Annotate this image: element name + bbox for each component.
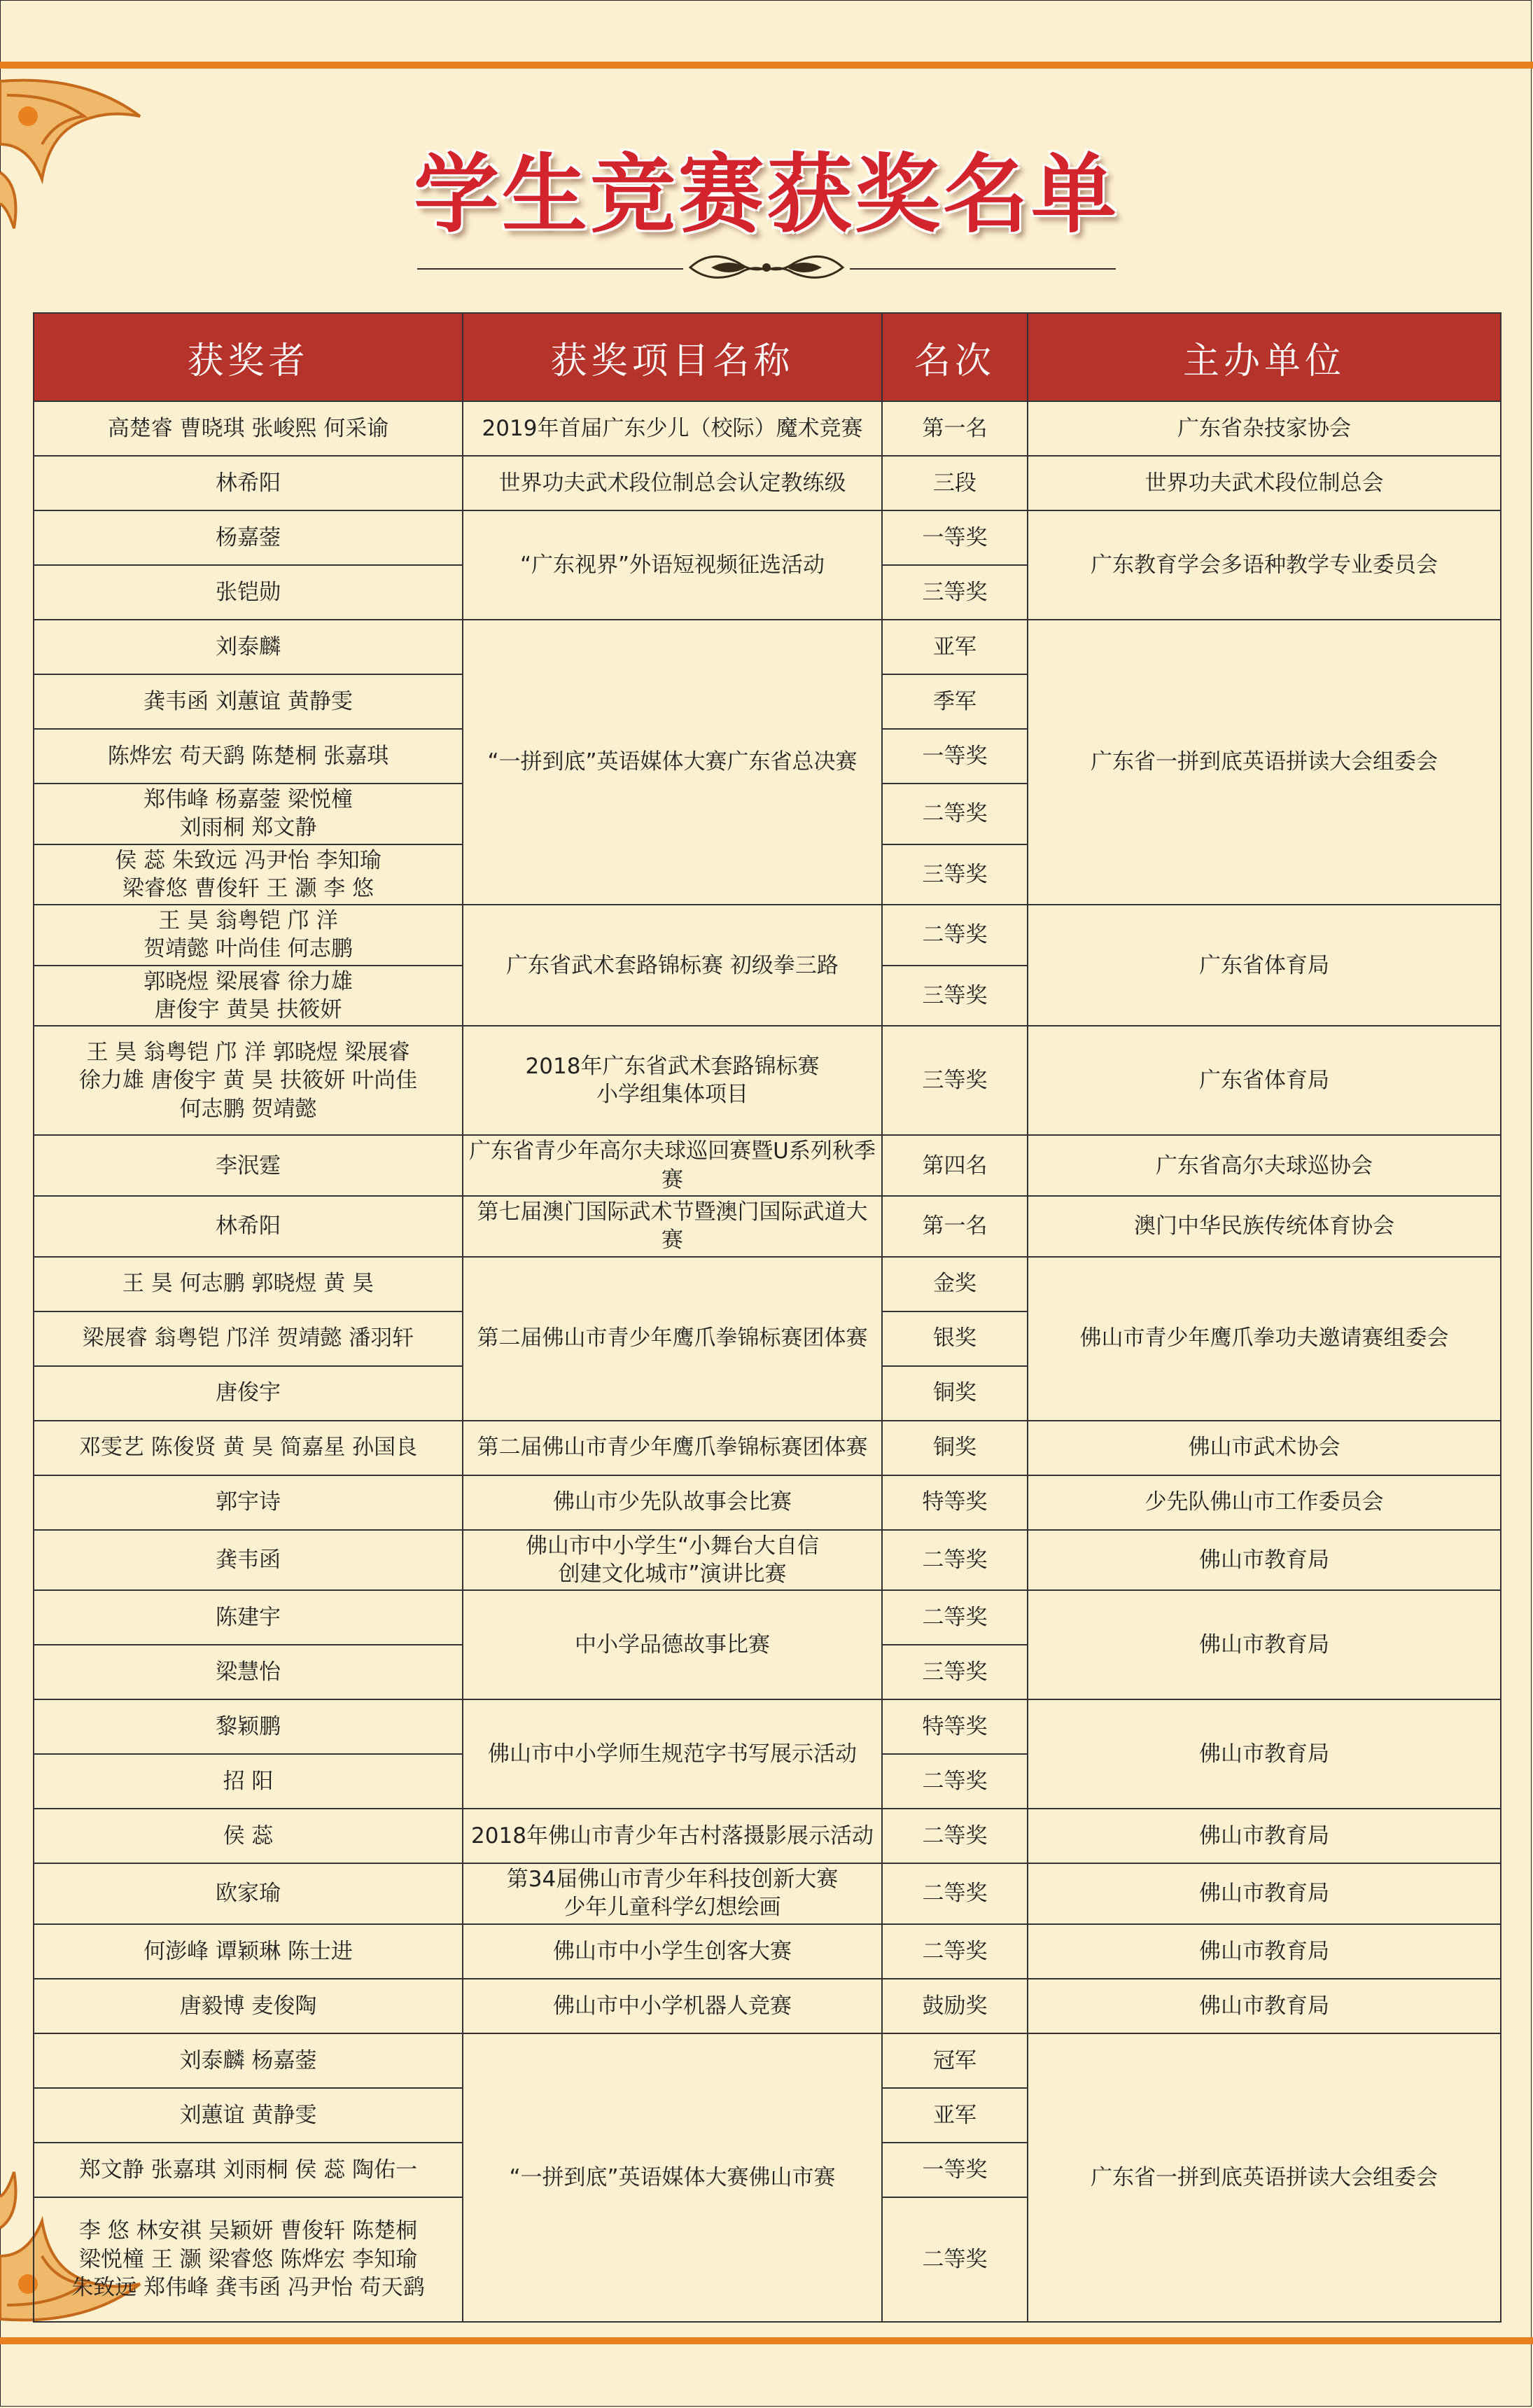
rank-cell: 三段 bbox=[882, 456, 1028, 510]
rank-cell: 金奖 bbox=[882, 1257, 1028, 1311]
organizer-cell: 广东省高尔夫球巡协会 bbox=[1028, 1135, 1501, 1196]
winners-cell: 郑文静 张嘉琪 刘雨桐 侯 蕊 陶佑一 bbox=[34, 2143, 463, 2197]
rank-cell: 二等奖 bbox=[882, 1809, 1028, 1863]
winners-cell: 侯 蕊 bbox=[34, 1809, 463, 1863]
table-row bbox=[34, 1979, 1501, 2033]
rank-cell: 亚军 bbox=[882, 620, 1028, 674]
organizer-cell: 佛山市教育局 bbox=[1028, 1924, 1501, 1979]
rank-cell: 鼓励奖 bbox=[882, 1979, 1028, 2033]
project-cell: 广东省青少年高尔夫球巡回赛暨U系列秋季赛 bbox=[463, 1135, 882, 1196]
table-row bbox=[34, 1135, 1501, 1196]
project-cell: “一拼到底”英语媒体大赛广东省总决赛 bbox=[463, 620, 882, 905]
organizer-cell: 佛山市教育局 bbox=[1028, 1863, 1501, 1924]
project-cell: “广东视界”外语短视频征选活动 bbox=[463, 510, 882, 620]
rank-cell: 三等奖 bbox=[882, 844, 1028, 905]
table-row bbox=[34, 2033, 1501, 2088]
winners-cell: 龚韦函 bbox=[34, 1530, 463, 1591]
winners-cell: 黎颖鹏 bbox=[34, 1699, 463, 1754]
rank-cell: 二等奖 bbox=[882, 1863, 1028, 1924]
bottom-decorative-bar bbox=[0, 2337, 1533, 2344]
table-row bbox=[34, 1530, 1501, 1591]
rank-cell: 季军 bbox=[882, 674, 1028, 729]
rank-cell: 三等奖 bbox=[882, 1645, 1028, 1699]
table-row bbox=[34, 1196, 1501, 1257]
organizer-cell: 佛山市武术协会 bbox=[1028, 1421, 1501, 1475]
project-cell: 2019年首届广东少儿（校际）魔术竞赛 bbox=[463, 401, 882, 456]
winners-cell: 梁展睿 翁粤铠 邝洋 贺靖懿 潘羽轩 bbox=[34, 1311, 463, 1366]
project-cell: 第七届澳门国际武术节暨澳门国际武道大赛 bbox=[463, 1196, 882, 1257]
rank-cell: 特等奖 bbox=[882, 1699, 1028, 1754]
organizer-cell: 佛山市教育局 bbox=[1028, 1590, 1501, 1699]
table-row bbox=[34, 1475, 1501, 1530]
rank-cell: 第一名 bbox=[882, 1196, 1028, 1257]
rank-cell: 一等奖 bbox=[882, 2143, 1028, 2197]
organizer-cell: 澳门中华民族传统体育协会 bbox=[1028, 1196, 1501, 1257]
project-cell: 2018年佛山市青少年古村落摄影展示活动 bbox=[463, 1809, 882, 1863]
table-row bbox=[34, 1699, 1501, 1754]
organizer-cell: 广东省一拼到底英语拼读大会组委会 bbox=[1028, 2033, 1501, 2322]
project-cell: 世界功夫武术段位制总会认定教练级 bbox=[463, 456, 882, 510]
project-cell: 佛山市少先队故事会比赛 bbox=[463, 1475, 882, 1530]
page-title: 学生竞赛获奖名单 bbox=[414, 145, 1119, 244]
rank-cell: 一等奖 bbox=[882, 510, 1028, 565]
header-winners: 获奖者 bbox=[34, 313, 463, 401]
rank-cell: 三等奖 bbox=[882, 966, 1028, 1026]
winners-cell: 高楚睿 曹晓琪 张峻熙 何采谕 bbox=[34, 401, 463, 456]
project-cell: 佛山市中小学师生规范字书写展示活动 bbox=[463, 1699, 882, 1809]
rank-cell: 二等奖 bbox=[882, 1530, 1028, 1591]
header-rank: 名次 bbox=[882, 313, 1028, 401]
awards-table bbox=[33, 312, 1502, 2323]
table-row bbox=[34, 620, 1501, 674]
winners-cell: 刘蕙谊 黄静雯 bbox=[34, 2088, 463, 2143]
winners-cell: 张铠勋 bbox=[34, 565, 463, 620]
project-cell: 第二届佛山市青少年鹰爪拳锦标赛团体赛 bbox=[463, 1421, 882, 1475]
organizer-cell: 佛山市教育局 bbox=[1028, 1979, 1501, 2033]
winners-cell: 林希阳 bbox=[34, 456, 463, 510]
winners-cell: 陈建宇 bbox=[34, 1590, 463, 1645]
winners-cell: 郭宇诗 bbox=[34, 1475, 463, 1530]
table-row bbox=[34, 1809, 1501, 1863]
table-row bbox=[34, 510, 1501, 565]
table-row bbox=[34, 456, 1501, 510]
winners-cell: 何澎峰 谭颖琳 陈士进 bbox=[34, 1924, 463, 1979]
winners-cell: 王 昊 翁粤铠 邝 洋 郭晓煜 梁展睿 徐力雄 唐俊宇 黄 昊 扶筱妍 叶尚佳 何志鹏 贺靖懿 bbox=[34, 1026, 463, 1135]
rank-cell: 三等奖 bbox=[882, 1026, 1028, 1135]
organizer-cell: 佛山市教育局 bbox=[1028, 1809, 1501, 1863]
project-cell: 佛山市中小学机器人竞赛 bbox=[463, 1979, 882, 2033]
rank-cell: 亚军 bbox=[882, 2088, 1028, 2143]
project-cell: 广东省武术套路锦标赛 初级拳三路 bbox=[463, 905, 882, 1026]
header-organizer: 主办单位 bbox=[1028, 313, 1501, 401]
winners-cell: 邓雯艺 陈俊贤 黄 昊 简嘉星 孙国良 bbox=[34, 1421, 463, 1475]
winners-cell: 唐毅博 麦俊陶 bbox=[34, 1979, 463, 2033]
winners-cell: 郭晓煜 梁展睿 徐力雄 唐俊宇 黄昊 扶筱妍 bbox=[34, 966, 463, 1026]
winners-cell: 杨嘉蓥 bbox=[34, 510, 463, 565]
rank-cell: 二等奖 bbox=[882, 2197, 1028, 2322]
organizer-cell: 世界功夫武术段位制总会 bbox=[1028, 456, 1501, 510]
rank-cell: 第四名 bbox=[882, 1135, 1028, 1196]
table-row bbox=[34, 1924, 1501, 1979]
winners-cell: 郑伟峰 杨嘉蓥 梁悦橦 刘雨桐 郑文静 bbox=[34, 784, 463, 844]
winners-cell: 招 阳 bbox=[34, 1754, 463, 1809]
winners-cell: 梁慧怡 bbox=[34, 1645, 463, 1699]
rank-cell: 二等奖 bbox=[882, 1754, 1028, 1809]
organizer-cell: 广东省杂技家协会 bbox=[1028, 401, 1501, 456]
top-decorative-bar bbox=[0, 62, 1533, 69]
winners-cell: 龚韦函 刘蕙谊 黄静雯 bbox=[34, 674, 463, 729]
winners-cell: 刘泰麟 杨嘉蓥 bbox=[34, 2033, 463, 2088]
project-cell: 佛山市中小学生“小舞台大自信 创建文化城市”演讲比赛 bbox=[463, 1530, 882, 1591]
organizer-cell: 佛山市教育局 bbox=[1028, 1699, 1501, 1809]
header-project: 获奖项目名称 bbox=[463, 313, 882, 401]
table-row bbox=[34, 1863, 1501, 1924]
table-row bbox=[34, 905, 1501, 966]
project-cell: “一拼到底”英语媒体大赛佛山市赛 bbox=[463, 2033, 882, 2322]
rank-cell: 三等奖 bbox=[882, 565, 1028, 620]
rank-cell: 特等奖 bbox=[882, 1475, 1028, 1530]
table-row bbox=[34, 401, 1501, 456]
winners-cell: 王 昊 翁粤铠 邝 洋 贺靖懿 叶尚佳 何志鹏 bbox=[34, 905, 463, 966]
winners-cell: 刘泰麟 bbox=[34, 620, 463, 674]
table-row bbox=[34, 1590, 1501, 1645]
winners-cell: 王 昊 何志鹏 郭晓煜 黄 昊 bbox=[34, 1257, 463, 1311]
project-cell: 第二届佛山市青少年鹰爪拳锦标赛团体赛 bbox=[463, 1257, 882, 1421]
rank-cell: 二等奖 bbox=[882, 1590, 1028, 1645]
rank-cell: 二等奖 bbox=[882, 784, 1028, 844]
table-row bbox=[34, 1257, 1501, 1311]
organizer-cell: 广东省一拼到底英语拼读大会组委会 bbox=[1028, 620, 1501, 905]
rank-cell: 银奖 bbox=[882, 1311, 1028, 1366]
winners-cell: 李 悠 林安祺 吴颖妍 曹俊轩 陈楚桐 梁悦橦 王 灏 梁睿悠 陈烨宏 李知瑜 朱致远 郑伟峰 龚韦函 冯尹怡 苟天鹞 bbox=[34, 2197, 463, 2322]
title-divider-ornament-icon bbox=[417, 242, 1116, 291]
project-cell: 佛山市中小学生创客大赛 bbox=[463, 1924, 882, 1979]
winners-cell: 唐俊宇 bbox=[34, 1366, 463, 1421]
rank-cell: 二等奖 bbox=[882, 1924, 1028, 1979]
organizer-cell: 广东省体育局 bbox=[1028, 905, 1501, 1026]
organizer-cell: 广东省体育局 bbox=[1028, 1026, 1501, 1135]
project-cell: 2018年广东省武术套路锦标赛 小学组集体项目 bbox=[463, 1026, 882, 1135]
rank-cell: 第一名 bbox=[882, 401, 1028, 456]
organizer-cell: 佛山市教育局 bbox=[1028, 1530, 1501, 1591]
organizer-cell: 佛山市青少年鹰爪拳功夫邀请赛组委会 bbox=[1028, 1257, 1501, 1421]
rank-cell: 铜奖 bbox=[882, 1366, 1028, 1421]
table-row bbox=[34, 1421, 1501, 1475]
project-cell: 中小学品德故事比赛 bbox=[463, 1590, 882, 1699]
rank-cell: 二等奖 bbox=[882, 905, 1028, 966]
organizer-cell: 广东教育学会多语种教学专业委员会 bbox=[1028, 510, 1501, 620]
winners-cell: 陈烨宏 苟天鹞 陈楚桐 张嘉琪 bbox=[34, 729, 463, 784]
winners-cell: 李泯霆 bbox=[34, 1135, 463, 1196]
winners-cell: 林希阳 bbox=[34, 1196, 463, 1257]
table-row bbox=[34, 1026, 1501, 1135]
winners-cell: 侯 蕊 朱致远 冯尹怡 李知瑜 梁睿悠 曹俊轩 王 灏 李 悠 bbox=[34, 844, 463, 905]
rank-cell: 一等奖 bbox=[882, 729, 1028, 784]
organizer-cell: 少先队佛山市工作委员会 bbox=[1028, 1475, 1501, 1530]
rank-cell: 铜奖 bbox=[882, 1421, 1028, 1475]
project-cell: 第34届佛山市青少年科技创新大赛 少年儿童科学幻想绘画 bbox=[463, 1863, 882, 1924]
rank-cell: 冠军 bbox=[882, 2033, 1028, 2088]
winners-cell: 欧家瑜 bbox=[34, 1863, 463, 1924]
